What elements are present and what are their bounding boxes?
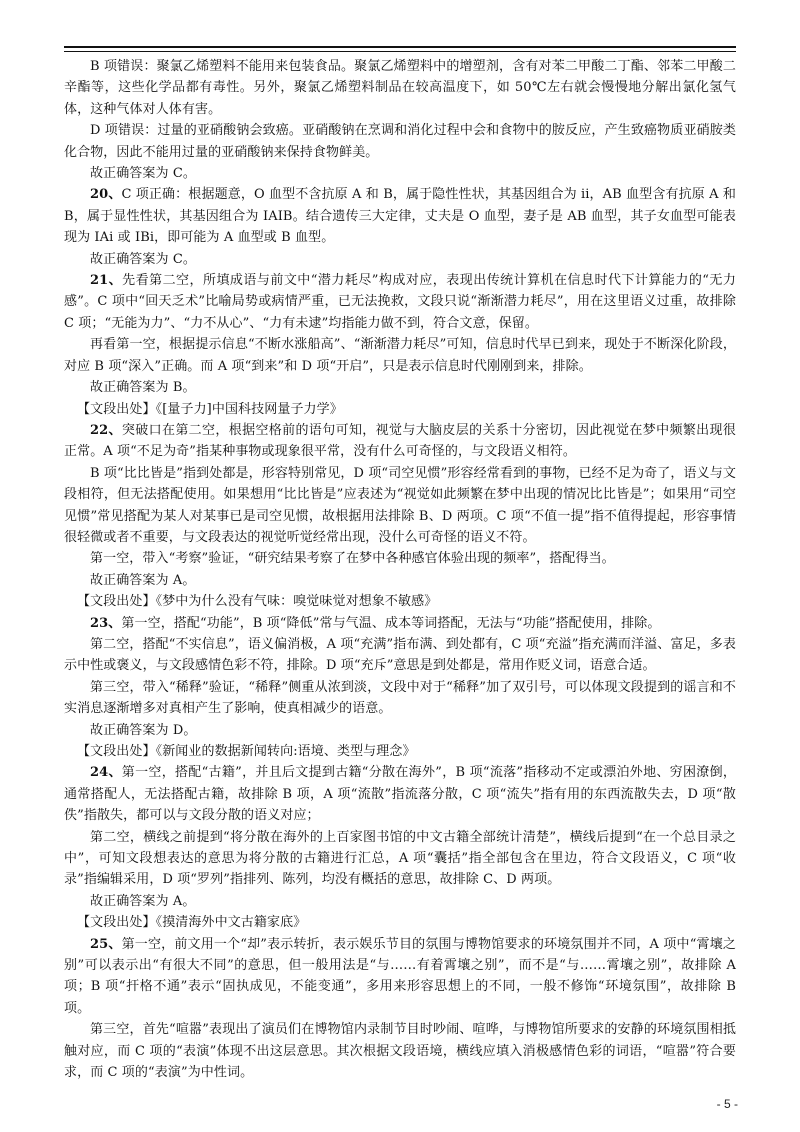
answer-explanations: [64, 56, 736, 1084]
paragraph-text: 第一空，前文用一个“却”表示转折，表示娱乐节目的氛围与博物馆要求的环境氛围并不同，A 项中“霄壤之别”可以表示出“有很大不同”的意思，但一般用法是“与……有着霄壤之别”，而不是“与……霄壤之别”，故排除 A 项；B 项“扞格不通”表示“固执成见，不能变通”，多用来形容思想上的不同，一般不修饰“环境氛围”，故排除 B 项。: [64, 936, 736, 1016]
paragraph-text: 第二空，横线之前提到“将分散在海外的上百家图书馆的中文古籍全部统计清楚”，横线后提到“在一个总目录之中”，可知文段想表达的意思为将分散的古籍进行汇总，A 项“囊括”指全部包含在里边，符合文段语义，C 项“收录”指编辑采用，D 项“罗列”指排列、陈列，均没有概括的意思，故排除 C、D 两项。: [64, 829, 736, 888]
paragraph-text: B 项“比比皆是”指到处都是，形容特别常见，D 项“司空见惯”形容经常看到的事物，已经不足为奇了，语义与文段相符，但无法搭配使用。如果想用“比比皆是”应表述为“视觉如此频繁在梦中出现的情况比比皆是”；如果用“司空见惯”常见搭配为某人对某事已是司空见惯，故根据用法排除 B、D 两项。C 项“不值一提”指不值得提起，形容事情很轻微或者不重要，与文段表达的视觉听觉经常出现，没什么可奇怪的语义不符。: [64, 465, 736, 545]
paragraph-text: 故正确答案为 A。: [90, 893, 196, 909]
paragraph: [64, 762, 736, 826]
source-citation: [64, 591, 736, 612]
paragraph-text: 故正确答案为 C。: [90, 251, 196, 267]
question-number: 25、: [90, 936, 122, 952]
paragraph-text: 第三空，带入“稀释”验证，“稀释”侧重从浓到淡，文段中对于“稀释”加了双引号，可以体现文段提到的谣言和不实消息逐渐增多对真相产生了影响，使真相减少的语意。: [64, 679, 736, 717]
paragraph: [64, 163, 736, 184]
paragraph: [64, 891, 736, 912]
paragraph: [64, 184, 736, 248]
question-number: 24、: [90, 765, 122, 781]
paragraph-text: 第一空，搭配“功能”，B 项“降低”常与气温、成本等词搭配，无法与“功能”搭配使用，排除。: [121, 615, 661, 631]
question-number: 23、: [90, 615, 122, 631]
paragraph-text: 故正确答案为 A。: [90, 572, 196, 588]
question-number: 22、: [90, 422, 122, 438]
paragraph: [64, 249, 736, 270]
paragraph-text: 突破口在第二空，根据空格前的语句可知，视觉与大脑皮层的关系十分密切，因此视觉在梦中频繁出现很正常。A 项“不足为奇”指某种事物或现象很平常，没有什么可奇怪的，与文段语义相符。: [64, 422, 736, 460]
paragraph: [64, 334, 736, 377]
question-number: 21、: [90, 273, 123, 289]
paragraph: [64, 634, 736, 677]
paragraph-text: C 项正确：根据题意，O 血型不含抗原 A 和 B，属于隐性性状，其基因组合为 ii，AB 血型含有抗原 A 和 B，属于显性性状，其基因组合为 IAIB。结合遗传三大定律，丈夫是 O 血型，妻子是 AB 血型，其子女血型可能表现为 IAi 或 IBi，即可能为 A 血型或 B 血型。: [64, 187, 736, 246]
paragraph: [64, 120, 736, 163]
paragraph-text: 【文段出处】《梦中为什么没有气味：嗅觉味觉对想象不敏感》: [77, 594, 438, 610]
paragraph: [64, 613, 736, 634]
paragraph-text: 故正确答案为 D。: [90, 722, 197, 738]
header-rule-thick: [64, 46, 736, 48]
paragraph: [64, 548, 736, 569]
paragraph: [64, 1019, 736, 1083]
paragraph-text: 故正确答案为 B。: [90, 380, 196, 396]
paragraph-text: 【文段出处】《摸清海外中文古籍家底》: [77, 915, 307, 931]
paragraph-text: 第二空，搭配“不实信息”，语义偏消极，A 项“充满”指布满、到处都有，C 项“充溢”指充满而洋溢、富足，多表示中性或褒义，与文段感情色彩不符，排除。D 项“充斥”意思是到处都是，常用作贬义词，语意合适。: [64, 636, 736, 674]
paragraph: [64, 420, 736, 463]
paragraph: [64, 270, 736, 334]
source-citation: [64, 912, 736, 933]
paragraph-text: 第一空，带入“考察”验证，“研究结果考察了在梦中各种感官体验出现的频率”，搭配得当。: [90, 551, 615, 567]
paragraph-text: D 项错误：过量的亚硝酸钠会致癌。亚硝酸钠在烹调和消化过程中会和食物中的胺反应，产生致癌物质亚硝胺类化合物，因此不能用过量的亚硝酸钠来保持食物鲜美。: [64, 123, 736, 160]
paragraph: [64, 463, 736, 549]
paragraph: [64, 677, 736, 720]
paragraph: [64, 827, 736, 891]
paragraph-text: 故正确答案为 C。: [90, 166, 196, 182]
question-number: 20、: [90, 187, 122, 203]
paragraph: [64, 570, 736, 591]
paragraph-text: B 项错误：聚氯乙烯塑料不能用来包装食品。聚氯乙烯塑料中的增塑剂，含有对苯二甲酸二丁酯、邻苯二甲酸二辛酯等，这些化学品都有毒性。另外，聚氯乙烯塑料制品在较高温度下，如 50℃左右就会慢慢地分解出氯化氢气体，这种气体对人体有害。: [64, 59, 736, 117]
paragraph-text: 第三空，首先“喧嚣”表现出了演员们在博物馆内录制节目时吵闹、喧哗，与博物馆所要求的安静的环境氛围相抵触对应，而 C 项的“表演”体现不出这层意思。其次根据文段语境，横线应填入消极感情色彩的词语，“喧嚣”符合要求，而 C 项的“表演”为中性词。: [64, 1022, 736, 1081]
source-citation: [64, 741, 736, 762]
paragraph-text: 再看第一空，根据提示信息“不断水涨船高”、“渐渐潜力耗尽”可知，信息时代早已到来，现处于不断深化阶段，对应 B 项“深入”正确。而 A 项“到来”和 D 项“开启”，只是表示信息时代刚刚到来，排除。: [64, 337, 736, 374]
paragraph: [64, 377, 736, 398]
paragraph-text: 第一空，搭配“古籍”，并且后文提到古籍“分散在海外”，B 项“流落”指移动不定或漂泊外地、穷困潦倒，通常搭配人，无法搭配古籍，故排除 B 项，A 项“流散”指流落分散，C 项“流失”指有用的东西流散失去，D 项“散佚”指散失，都可以与文段分散的语义对应；: [64, 765, 736, 824]
page-number: - 5 -: [716, 1097, 738, 1111]
paragraph-text: 【文段出处】《新闻业的数据新闻转向:语境、类型与理念》: [77, 744, 416, 759]
paragraph: [64, 56, 736, 120]
paragraph-text: 【文段出处】《[量子力]中国科技网量子力学》: [77, 401, 343, 417]
paragraph-text: 先看第二空，所填成语与前文中“潜力耗尽”构成对应，表现出传统计算机在信息时代下计算能力的“无力感”。C 项中“回天乏术”比喻局势或病情严重，已无法挽救，文段只说“渐渐潜力耗尽”，用在这里语义过重，故排除 C 项；“无能为力”、“力不从心”、“力有未逮”均指能力做不到，符合文意，保留。: [64, 273, 736, 331]
source-citation: [64, 399, 736, 420]
paragraph: [64, 934, 736, 1020]
paragraph: [64, 720, 736, 741]
header-rule-thin: [64, 51, 736, 52]
